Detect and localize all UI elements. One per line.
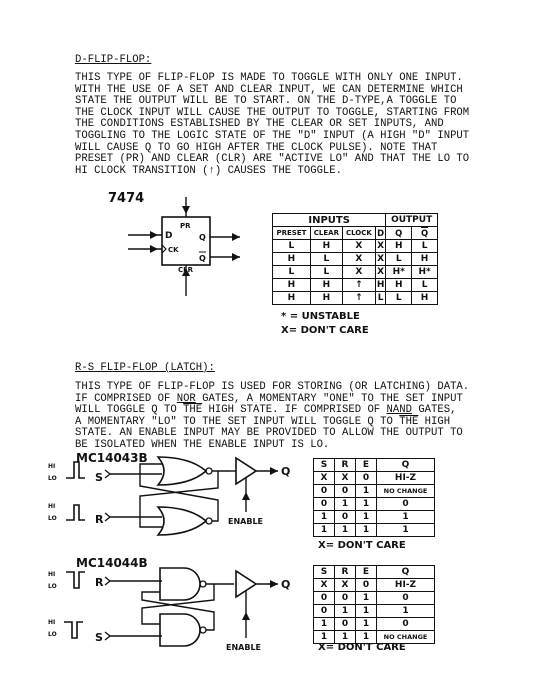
- pin-pr-label: PR: [180, 222, 191, 230]
- lo-label: LO: [48, 515, 57, 522]
- table-cell: 1: [335, 498, 356, 511]
- column-header: S: [314, 566, 335, 579]
- table-cell: ↑: [342, 292, 375, 305]
- lo-label: LO: [48, 631, 57, 638]
- table-cell: 0: [377, 618, 435, 631]
- table-row: [314, 618, 435, 631]
- table-cell: 1: [356, 485, 377, 498]
- rs-heading: R-S FLIP-FLOP (LATCH):: [75, 362, 215, 374]
- column-header: E: [356, 566, 377, 579]
- dff-line: WILL CAUSE Q TO GO HIGH AFTER THE CLOCK PULSE). NOTE THAT: [75, 141, 438, 154]
- table-header-row: [314, 459, 435, 472]
- table-cell: L: [273, 266, 311, 279]
- table-header-row: [314, 566, 435, 579]
- lo-label: LO: [48, 583, 57, 590]
- table-cell: 1: [356, 631, 377, 644]
- lo-label: LO: [48, 475, 57, 482]
- rs-line: STATE. AN ENABLE INPUT MAY BE PROVIDED TO ALLOW THE OUTPUT TO: [75, 427, 463, 440]
- table-cell: H: [412, 292, 438, 305]
- r-input-label: R: [95, 513, 104, 526]
- s-input-label: S: [95, 631, 103, 644]
- table-cell: H: [386, 279, 412, 292]
- table-cell: 0: [377, 498, 435, 511]
- pin-d-label: D: [165, 231, 173, 241]
- table-cell: X: [335, 579, 356, 592]
- table-row: [314, 605, 435, 618]
- table-cell: 0: [377, 592, 435, 605]
- table-cell: 0: [356, 579, 377, 592]
- table-cell: NO CHANGE: [377, 631, 435, 644]
- q-arrow-icon: [270, 580, 278, 588]
- pin-ck-label: CK: [168, 246, 179, 254]
- table-cell: 0: [314, 498, 335, 511]
- hi-label: HI: [48, 619, 56, 626]
- table-cell: L: [386, 292, 412, 305]
- table-cell: 0: [335, 485, 356, 498]
- table-cell: L: [310, 253, 342, 266]
- table-cell: 0: [335, 618, 356, 631]
- q-output-label: Q: [281, 465, 291, 478]
- inputs-group-header: INPUTS: [273, 214, 386, 227]
- table-row: [314, 511, 435, 524]
- dff-line: HI CLOCK TRANSITION (↑) CAUSES THE TOGGLE.: [75, 164, 343, 177]
- unstable-note: * = UNSTABLE: [281, 311, 360, 322]
- enable-arrow-icon: [242, 612, 250, 620]
- rs-line: A MOMENTARY "LO" TO THE SET INPUT WILL TOGGLE Q TO $\overline{THE}$ HIGH: [75, 415, 451, 428]
- table-cell: X: [314, 579, 335, 592]
- pin-qbar-label: Q: [199, 254, 206, 263]
- table-cell: 0: [356, 472, 377, 485]
- dff-line: TOGGLING TO THE LOGIC STATE OF THE "D" INPUT (A HIGH "D" INPUT: [75, 129, 470, 142]
- column-header: PRESET: [273, 227, 311, 240]
- table-cell: H: [386, 240, 412, 253]
- rs-line: BE ISOLATED WHEN THE ENABLE INPUT IS LO.: [75, 438, 330, 451]
- table-cell: X: [377, 254, 385, 264]
- table-cell: NO CHANGE: [377, 485, 435, 498]
- table-cell: HI-Z: [377, 579, 435, 592]
- circuit2-chip-label: MC14044B: [76, 556, 148, 570]
- table-cell: L: [375, 292, 385, 305]
- table-row: [314, 498, 435, 511]
- table-cell: H: [310, 240, 342, 253]
- table-row: [314, 472, 435, 485]
- q-output-label: Q: [281, 578, 291, 591]
- table-cell: X: [335, 472, 356, 485]
- table-cell: H*: [386, 266, 412, 279]
- dff-line: WITH THE USE OF A SET AND CLEAR INPUT, WE CAN DETERMINE WHICH: [75, 83, 463, 96]
- column-header: E: [356, 459, 377, 472]
- column-header: CLEAR: [310, 227, 342, 240]
- table-cell: 1: [314, 618, 335, 631]
- table-cell: 1: [356, 511, 377, 524]
- column-header: $\overline{Q}$: [412, 227, 438, 240]
- table-cell: 1: [356, 498, 377, 511]
- table-cell: 1: [314, 631, 335, 644]
- dff-line: THIS TYPE OF FLIP-FLOP IS MADE TO TOGGLE WITH ONLY ONE INPUT.: [75, 72, 463, 84]
- table-cell: 1: [356, 524, 377, 537]
- table-cell: 1: [335, 631, 356, 644]
- s-input-label: S: [95, 471, 103, 484]
- table-row: [314, 485, 435, 498]
- table-row: [314, 592, 435, 605]
- table-cell: 1: [377, 605, 435, 618]
- table-cell: 1: [314, 524, 335, 537]
- table-cell: 1: [314, 511, 335, 524]
- column-header: CLOCK: [342, 227, 375, 240]
- rs-line: IF COMPRISED OF NOR GATES, A MOMENTARY "ONE" TO THE SET INPUT: [75, 392, 463, 405]
- table-cell: X: [342, 266, 375, 279]
- dff-line: STATE THE OUTPUT WILL BE TO START. ON THE D-TYPE,A TOGGLE TO: [75, 95, 457, 108]
- dff-chip-label: 7474: [108, 191, 145, 206]
- table-cell: X: [314, 472, 335, 485]
- column-header: R: [335, 566, 356, 579]
- table-cell: X: [377, 267, 385, 277]
- column-header: Q: [386, 227, 412, 240]
- table-cell: H: [310, 279, 342, 292]
- table-cell: 1: [356, 592, 377, 605]
- column-header: D: [377, 228, 385, 238]
- column-header: Q: [377, 459, 435, 472]
- table-cell: HI-Z: [377, 472, 435, 485]
- circuit1-truth-table: [313, 458, 435, 537]
- table-cell: H: [273, 292, 311, 305]
- q-arrow-icon: [270, 467, 278, 475]
- r-input-label: R: [95, 576, 104, 589]
- rs-line: THIS TYPE OF FLIP-FLOP IS USED FOR STORING (OR LATCHING) DATA.: [75, 381, 470, 393]
- table-cell: H: [273, 253, 311, 266]
- rs-line: WILL TOGGLE Q TO $\overline{THE}$ HIGH STATE. IF COMPRISED OF NAND GATES,: [75, 404, 457, 417]
- nand-gate-icon: [160, 614, 200, 646]
- hi-label: HI: [48, 503, 56, 510]
- table-cell: 1: [335, 524, 356, 537]
- hi-label: HI: [48, 463, 56, 470]
- circuit1-chip-label: MC14043B: [76, 451, 148, 465]
- table-cell: 1: [356, 605, 377, 618]
- table-cell: 0: [314, 592, 335, 605]
- pulse-low-icon: [66, 572, 85, 588]
- output-group-header: OUTPUT: [386, 214, 438, 227]
- dff-line: THE CLOCK INPUT WILL CAUSE THE OUTPUT TO TOGGLE, STARTING FROM: [75, 106, 470, 119]
- table-cell: 0: [314, 485, 335, 498]
- enable-label: ENABLE: [228, 517, 264, 526]
- table-cell: X: [342, 253, 375, 266]
- table-cell: 1: [377, 524, 435, 537]
- pin-clr-label: CLR: [178, 266, 193, 274]
- table-cell: 1: [335, 605, 356, 618]
- table-cell: X: [377, 241, 385, 251]
- enable-label: ENABLE: [226, 643, 262, 652]
- table-cell: 0: [335, 592, 356, 605]
- hi-label: HI: [48, 571, 56, 578]
- table-cell: H: [273, 279, 311, 292]
- column-header: Q: [377, 566, 435, 579]
- column-header: R: [335, 459, 356, 472]
- table-cell: 1: [356, 618, 377, 631]
- table-cell: L: [386, 253, 412, 266]
- table-cell: H: [412, 253, 438, 266]
- table-cell: ↑: [342, 279, 375, 292]
- table-cell: 0: [314, 605, 335, 618]
- table-cell: L: [310, 266, 342, 279]
- dont-care-note: X= DON'T CARE: [281, 325, 369, 336]
- enable-arrow-icon: [242, 492, 250, 500]
- table-row: [314, 579, 435, 592]
- pulse-high-icon: [66, 505, 85, 520]
- nor-gate-icon: [158, 507, 206, 535]
- nor-gate-icon: [158, 457, 206, 485]
- column-header: S: [314, 459, 335, 472]
- table-cell: X: [342, 240, 375, 253]
- pulse-low-icon: [64, 622, 83, 638]
- pin-q-label: Q: [199, 233, 206, 242]
- dff-line: PRESET (PR) AND CLEAR (CLR) ARE "ACTIVE LO" AND THAT THE LO TO: [75, 153, 470, 166]
- nand-gate-icon: [160, 568, 200, 600]
- table-cell: L: [412, 240, 438, 253]
- table-cell: L: [412, 279, 438, 292]
- dff-line: THE CONDITIONS ESTABLISHED BY THE CLEAR OR SET INPUTS, AND: [75, 118, 444, 131]
- circuit2-truth-table: [313, 565, 435, 644]
- table-cell: L: [273, 240, 311, 253]
- table-cell: 1: [377, 511, 435, 524]
- dff-heading: D-FLIP-FLOP:: [75, 54, 152, 66]
- table-cell: H*: [412, 266, 438, 279]
- table-cell: H: [310, 292, 342, 305]
- table-cell: 0: [335, 511, 356, 524]
- circuit1-dont-care-note: X= DON'T CARE: [318, 540, 406, 551]
- table-cell: H: [376, 280, 385, 290]
- circuit2-dont-care-note: X= DON'T CARE: [318, 642, 406, 653]
- table-row: [314, 524, 435, 537]
